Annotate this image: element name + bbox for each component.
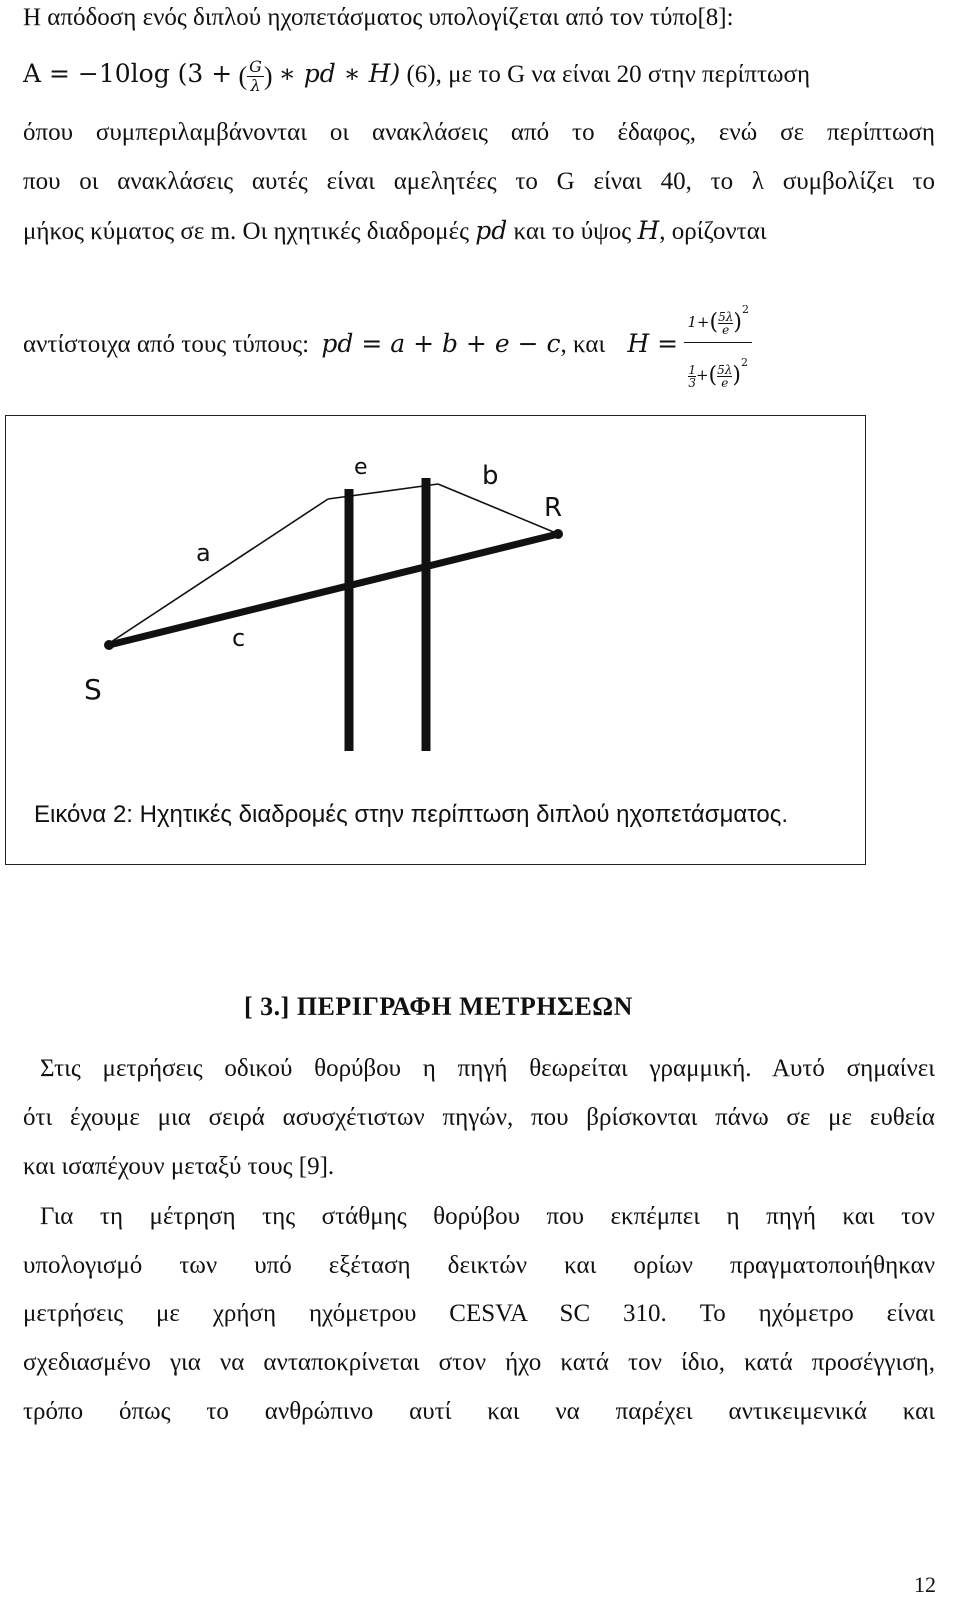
label-e: e [354,455,368,480]
small-fraction [718,311,733,336]
label-S: S [84,673,102,706]
paren-close: ) [263,61,273,91]
figure-frame [5,415,866,865]
paragraph-line: όπου συμπεριλαμβάνονται οι ανακλάσεις από το έδαφος, ενώ σε περίπτωση [23,119,935,146]
math-pd: pd [475,216,508,245]
label-R: R [544,493,563,523]
small-frac-num: 5λ [717,362,733,377]
H-formula-lhs: H = [627,329,679,359]
fraction-denominator: λ [250,76,261,95]
paragraph-line: Στις μετρήσεις οδικού θορύβου η πηγή θεωρείται γραμμική. Αυτό σημαίνει [40,1055,935,1082]
H-denominator [684,343,752,396]
paragraph-line: που οι ανακλάσεις αυτές είναι αμελητέες το G είναι 40, το λ συμβολίζει το [23,168,935,195]
H-fraction [684,291,752,396]
barrier-diagram [6,416,865,864]
paragraph-line: Για τη μέτρηση της στάθμης θορύβου που εκπέμπει η πηγή και τον [40,1203,935,1230]
paragraph-line: υπολογισμό των υπό εξέταση δεικτών και ορίων πραγματοποιήθηκαν [23,1252,935,1279]
text-fragment: μήκος κύματος σε m. Οι ηχητικές διαδρομές [23,218,469,245]
small-frac-den: e [721,375,729,390]
label-a: a [196,539,211,567]
page-number: 12 [914,1572,936,1597]
text-fragment: , ορίζονται [659,218,767,245]
third-num: 1 [688,362,696,377]
paragraph-line: σχεδιασμένο για να ανταποκρίνεται στον ήχο κατά τον ίδιο, κατά προσέγγιση, [23,1349,935,1376]
exponent: 2 [740,356,748,369]
paragraph-line: μετρήσεις με χρήση ηχόμετρου CESVA SC 310. Το ηχόμετρο είναι [23,1300,935,1327]
small-frac-num: 5λ [718,309,734,324]
paren-open: ( [238,61,248,91]
paragraph-line: τρόπο όπως το ανθρώπινο αυτί και να παρέχει αντικειμενικά και [23,1398,935,1425]
third-fraction [688,364,696,389]
paragraph-line: Η απόδοση ενός διπλού ηχοπετάσματος υπολογίζεται από τον τύπο[8]: [23,4,734,31]
paragraph-line [23,216,935,247]
paragraph-line: και ισαπέχουν μεταξύ τους [9]. [23,1153,335,1180]
label-b: b [482,461,499,491]
label-c: c [232,624,246,652]
plus-sign: + [695,366,709,384]
receiver-point [553,529,563,539]
H-numerator [684,291,752,343]
formula-fraction [247,58,264,95]
formula-line-2 [23,294,935,399]
paren-open: ( [708,363,718,388]
formula-line [23,58,935,95]
section-heading: [ 3.] ΠΕΡΙΓΡΑΦΗ ΜΕΤΡΗΣΕΩΝ [244,992,633,1021]
exponent: 2 [741,303,749,316]
third-den: 3 [688,375,696,390]
paragraph-line: ότι έχουμε μια σειρά ασυσχέτιστων πηγών, που βρίσκονται πάνω σε με ευθεία [23,1104,935,1131]
text-fragment: , και [560,331,606,359]
path-b [438,484,556,533]
fraction-numerator: G [249,57,262,76]
paren-close: ) [732,363,741,388]
source-point [104,640,114,650]
text-fragment: και το ύψος [513,218,632,245]
paren-open: ( [709,310,719,335]
math-H: H [637,216,660,245]
small-frac-den: e [722,322,730,337]
formula-a-prefix: A = −10log (3 + [23,59,233,89]
text-fragment: αντίστοιχα από τους τύπους: [23,331,310,359]
formula-eqnum-text: (6), με το G να είναι 20 στην περίπτωση [406,61,811,89]
path-c [109,534,558,645]
formula-suffix: ∗ pd ∗ H) [278,59,401,89]
figure-caption: Εικόνα 2: Ηχητικές διαδρομές στην περίπτωση διπλού ηχοπετάσματος. [34,801,788,828]
small-fraction [717,364,732,389]
paren-close: ) [733,310,742,335]
H-num-one-plus: 1+ [687,313,710,331]
path-a [108,499,328,644]
pd-formula: pd = a + b + e − c [321,329,561,359]
